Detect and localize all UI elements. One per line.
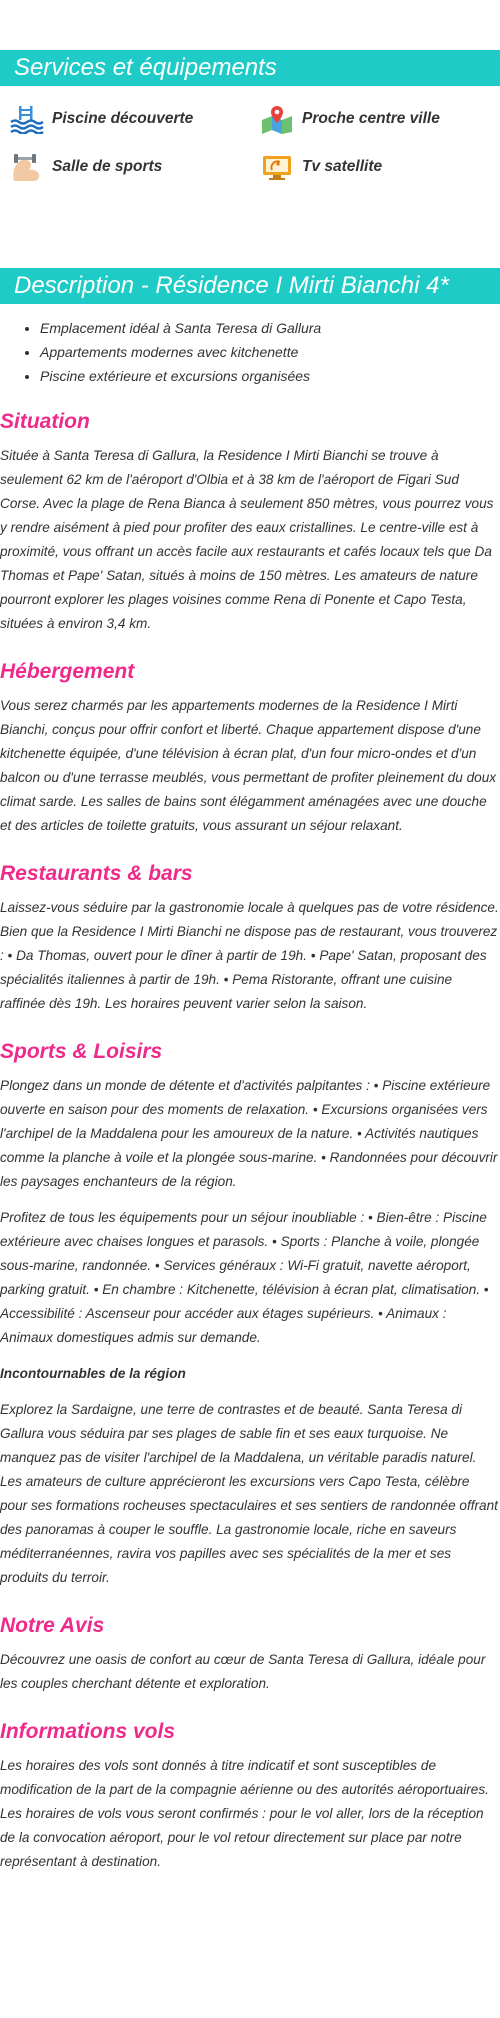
section-title: Informations vols xyxy=(0,1720,176,1743)
service-item-tv xyxy=(260,150,382,184)
service-label: Proche centre ville xyxy=(302,110,440,127)
service-item-pool xyxy=(10,102,193,136)
region-text: Explorez la Sardaigne, une terre de contrastes et de beauté. Santa Teresa di Gallura vous séduira par ses plages de sable fin et ses eaux turquoise. Ne manquez pas de visiter l'archipel de la Maddalena, un véritable paradis naturel. Les amateurs de culture apprécieront les excursions vers Capo Testa, célèbre pour ses formations rocheuses spectaculaires et ses sentiers de randonnée offrant des panoramas à couper le souffle. La gastronomie locale, riche en saveurs méditerranéennes, ravira vos papilles avec ses spécialités de la mer et ses produits du terroir. xyxy=(0,1402,498,1585)
sports-text-1: Plongez dans un monde de détente et d'activités palpitantes : • Piscine extérieure ouverte en saison pour des moments de relaxation. • Excursions organisées vers l'archipel de la Maddalena pour les amoureux de la nature. • Activités nautiques comme la planche à voile et la plongée sous-marine. • Randonnées pour découvrir les paysages enchanteurs de la région. xyxy=(0,1078,498,1189)
map-pin-icon xyxy=(260,102,294,136)
service-label: Tv satellite xyxy=(302,158,383,175)
tv-satellite-icon xyxy=(260,150,294,184)
hebergement-text: Vous serez charmés par les appartements modernes de la Residence I Mirti Bianchi, conçus pour offrir confort et liberté. Chaque appartement dispose d'une kitchenette équipée, d'une télévision à écran plat, d'un four micro-ondes et d'un balcon ou d'une terrasse meublés, vous permettant de profiter pleinement du doux climat sarde. Les salles de bains sont élégamment aménagées avec une douche et des articles de toilette gratuits, vous assurant un séjour relaxant. xyxy=(0,698,497,833)
section-title: Sports & Loisirs xyxy=(0,1040,163,1063)
dumbbell-icon xyxy=(10,150,44,184)
restaurants-section xyxy=(0,862,500,1016)
vols-section xyxy=(0,1720,500,1874)
sports-text-2: Profitez de tous les équipements pour un séjour inoubliable : • Bien-être : Piscine extérieure avec chaises longues et parasols. • Sports : Planche à voile, plongée sous-marine, randonnée. • Services généraux : Wi-Fi gratuit, navette aéroport, parking gratuit. • En chambre : Kitchenette, télévision à écran plat, climatisation. • Accessibilité : Ascenseur pour accéder aux étages supérieurs. • Animaux : Animaux domestiques admis sur demande. xyxy=(0,1210,489,1345)
list-item: • Emplacement idéal à Santa Teresa di Gallura xyxy=(40,316,500,340)
situation-text: Située à Santa Teresa di Gallura, la Residence I Mirti Bianchi se trouve à seulement 62 km de l'aéroport d'Olbia et à 38 km de l'aéroport de Figari Sud Corse. Avec la plage de Rena Bianca à seulement 850 mètres, vous pourrez vous y rendre aisément à pied pour profiter des eaux cristallines. Le centre-ville est à proximité, vous offrant un accès facile aux restaurants et cafés locaux tels que Da Thomas et Pape' Satan, situés à moins de 150 mètres. Les amateurs de nature pourront explorer les plages voisines comme Rena di Ponente et Capo Testa, situées à environ 3,4 km. xyxy=(0,448,494,631)
list-item: • Appartements modernes avec kitchenette xyxy=(40,340,500,364)
list-item: • Piscine extérieure et excursions organisées xyxy=(40,364,500,388)
services-grid xyxy=(0,86,500,236)
section-title: Situation xyxy=(0,410,90,433)
vols-text-2: Les horaires de vols vous seront confirmés : pour le vol aller, lors de la réception de la convocation aéroport, pour le vol retour directement sur place par notre représentant à destination. xyxy=(0,1806,484,1869)
sports-section xyxy=(0,1040,500,1590)
vols-text-1: Les horaires des vols sont donnés à titre indicatif et sont susceptibles de modification de la part de la compagnie aérienne ou des autorités aéroportuaires. xyxy=(0,1758,489,1797)
pool-icon xyxy=(10,102,44,136)
restaurants-text: Laissez-vous séduire par la gastronomie locale à quelques pas de votre résidence. Bien que la Residence I Mirti Bianchi ne dispose pas de restaurant, vous trouverez : • Da Thomas, ouvert pour le dîner à partir de 19h. • Pape' Satan, proposant des spécialités italiennes à partir de 19h. • Pema Ristorante, offrant une cuisine raffinée dès 19h. Les horaires peuvent varier selon la saison. xyxy=(0,900,499,1011)
highlights-list xyxy=(0,316,500,388)
service-label: Piscine découverte xyxy=(52,110,194,127)
hebergement-section xyxy=(0,660,500,838)
region-subhead: Incontournables de la région xyxy=(0,1366,186,1381)
avis-section xyxy=(0,1614,500,1696)
service-label: Salle de sports xyxy=(52,158,163,175)
description-banner: Description - Résidence I Mirti Bianchi 4* xyxy=(0,268,500,304)
avis-text: Découvrez une oasis de confort au cœur de Santa Teresa di Gallura, idéale pour les couples cherchant détente et exploration. xyxy=(0,1652,486,1691)
section-title: Hébergement xyxy=(0,660,135,683)
section-title: Restaurants & bars xyxy=(0,862,193,885)
service-item-city-center xyxy=(260,102,440,136)
services-banner: Services et équipements xyxy=(0,50,500,86)
situation-section xyxy=(0,410,500,636)
section-title: Notre Avis xyxy=(0,1614,105,1637)
service-item-gym xyxy=(10,150,162,184)
